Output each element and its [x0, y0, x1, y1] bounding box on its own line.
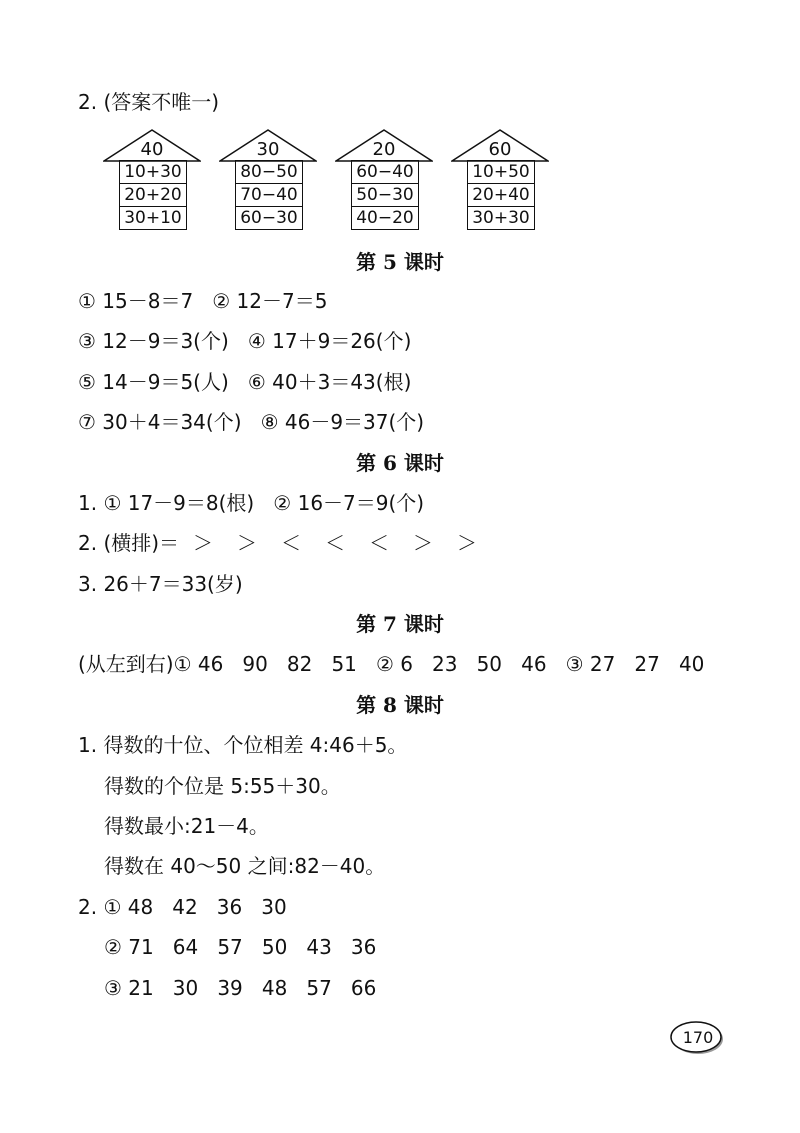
lesson-8-q2-line-3: ③ 21 30 39 48 57 66 [104, 976, 377, 1000]
lesson-5-line-2: ③ 12－9＝3(个) ④ 17＋9＝26(个) [78, 329, 412, 353]
house-row: 30+30 [468, 206, 534, 229]
comparison-symbol: ＜ [325, 531, 346, 555]
house-row: 20+20 [120, 183, 186, 206]
lesson-8-q2-line-2: ② 71 64 57 50 43 36 [104, 935, 377, 959]
comparison-symbol: ＞ [237, 531, 258, 555]
lesson-7-heading: 第 7 课时 [356, 612, 444, 636]
house-row: 60−40 [356, 162, 414, 182]
section-2-title: 2. (答案不唯一) [78, 90, 220, 114]
house-roof-number: 20 [372, 139, 396, 160]
lesson-8-q1-line-3: 得数最小:21－4。 [104, 814, 269, 838]
lesson-8-heading: 第 8 课时 [356, 693, 444, 717]
house-2 [219, 128, 317, 230]
house-body [235, 160, 303, 230]
house-body [467, 160, 535, 230]
lesson-5-heading: 第 5 课时 [356, 250, 444, 274]
lesson-5-line-1: ① 15－8＝7 ② 12－7＝5 [78, 289, 328, 313]
lesson-8-q1-line-4: 得数在 40～50 之间:82－40。 [104, 854, 386, 878]
house-row: 30+10 [120, 206, 186, 229]
lesson-8-q1-line-2: 得数的个位是 5:55＋30。 [104, 774, 341, 798]
comparison-symbol: ＜ [281, 531, 302, 555]
house-row: 10+30 [124, 162, 182, 182]
house-roof-number: 30 [256, 139, 280, 160]
house-4 [451, 128, 549, 230]
house-body [119, 160, 187, 230]
house-body [351, 160, 419, 230]
lesson-8-q1-line-1: 1. 得数的十位、个位相差 4:46＋5。 [78, 733, 408, 757]
house-row: 40−20 [352, 206, 418, 229]
comparison-symbol: ＞ [193, 531, 214, 555]
house-row: 80−50 [240, 162, 298, 182]
house-row: 50−30 [352, 183, 418, 206]
lesson-5-line-4: ⑦ 30＋4＝34(个) ⑧ 46－9＝37(个) [78, 410, 425, 434]
house-3 [335, 128, 433, 230]
house-roof-number: 60 [488, 139, 512, 160]
house-row: 20+40 [468, 183, 534, 206]
page-number-badge [670, 1020, 726, 1056]
house-row: 70−40 [236, 183, 302, 206]
house-1 [103, 128, 201, 230]
lesson-8-q2-line-1: 2. ① 48 42 36 30 [78, 895, 287, 919]
lesson-6-heading: 第 6 课时 [356, 451, 444, 475]
q2-prefix: 2. (横排)＝ [78, 531, 180, 555]
lesson-6-q1: 1. ① 17－9＝8(根) ② 16－7＝9(个) [78, 491, 425, 515]
comparison-symbol: ＞ [413, 531, 434, 555]
lesson-6-q3: 3. 26＋7＝33(岁) [78, 572, 243, 596]
page-number: 170 [682, 1028, 714, 1047]
house-row: 10+50 [472, 162, 530, 182]
comparison-symbol: ＜ [369, 531, 390, 555]
lesson-6-q2 [78, 529, 501, 557]
lesson-7-line: (从左到右)① 46 90 82 51 ② 6 23 50 46 ③ 27 27 40 [78, 652, 705, 676]
house-row: 60−30 [236, 206, 302, 229]
house-roof-number: 40 [140, 139, 164, 160]
lesson-5-line-3: ⑤ 14－9＝5(人) ⑥ 40＋3＝43(根) [78, 370, 412, 394]
comparison-symbol: ＞ [457, 531, 478, 555]
